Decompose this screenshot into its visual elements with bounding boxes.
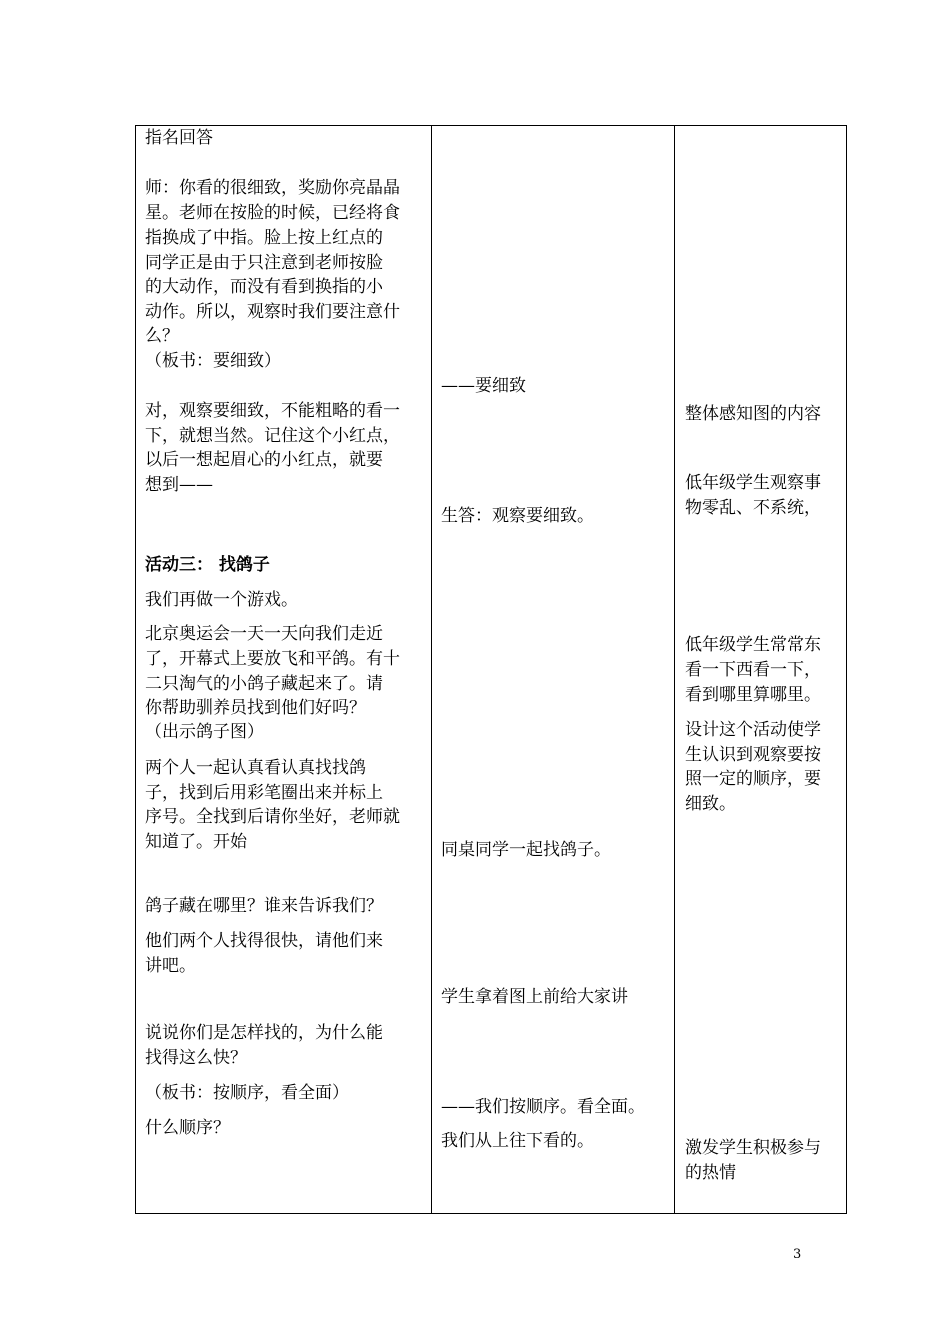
text-line: 看到哪里算哪里。 bbox=[685, 685, 821, 705]
text-line: 学生拿着图上前给大家讲 bbox=[441, 987, 628, 1007]
text-line: 师：你看的很细致，奖励你亮晶晶 bbox=[145, 178, 400, 198]
text-line: 他们两个人找得很快，请他们来 bbox=[145, 931, 383, 951]
text-line: 指换成了中指。脸上按上红点的 bbox=[145, 228, 383, 248]
text-line: 低年级学生常常东 bbox=[685, 635, 821, 655]
text-line: 找得这么快？ bbox=[145, 1048, 247, 1068]
text-line: 我们再做一个游戏。 bbox=[145, 590, 298, 610]
text-line: 二只淘气的小鸽子藏起来了。请 bbox=[145, 674, 383, 694]
text-line: （板书：要细致） bbox=[145, 351, 281, 371]
text-line: 下，就想当然。记住这个小红点， bbox=[145, 426, 400, 446]
text-line: 对，观察要细致，不能粗略的看一 bbox=[145, 401, 400, 421]
text-line: 看一下西看一下， bbox=[685, 660, 821, 680]
text-line: （板书：按顺序，看全面） bbox=[145, 1083, 349, 1103]
text-line: 两个人一起认真看认真找找鸽 bbox=[145, 758, 366, 778]
text-line: 我们从上往下看的。 bbox=[441, 1131, 594, 1151]
text-line: 说说你们是怎样找的，为什么能 bbox=[145, 1023, 383, 1043]
text-line: 的热情 bbox=[685, 1163, 736, 1183]
text-line: 照一定的顺序，要 bbox=[685, 769, 821, 789]
text-line: 你帮助驯养员找到他们好吗？ bbox=[145, 698, 366, 718]
text-line: 整体感知图的内容 bbox=[685, 404, 821, 424]
column-divider bbox=[431, 126, 432, 1213]
text-line: 子，找到后用彩笔圈出来并标上 bbox=[145, 783, 383, 803]
text-line: 动作。所以，观察时我们要注意什 bbox=[145, 302, 400, 322]
text-line: 序号。全找到后请你坐好，老师就 bbox=[145, 807, 400, 827]
text-line: （出示鸽子图） bbox=[145, 722, 264, 742]
text-line: 激发学生积极参与 bbox=[685, 1138, 821, 1158]
text-line: 鸽子藏在哪里？谁来告诉我们？ bbox=[145, 896, 383, 916]
text-line: 细致。 bbox=[685, 794, 736, 814]
text-line: 想到—— bbox=[145, 475, 213, 495]
text-line: 指名回答 bbox=[145, 128, 213, 148]
text-line: 物零乱、不系统， bbox=[685, 498, 821, 518]
text-line: 设计这个活动使学 bbox=[685, 720, 821, 740]
text-line: 生认识到观察要按 bbox=[685, 745, 821, 765]
text-line: 了，开幕式上要放飞和平鸽。有十 bbox=[145, 649, 400, 669]
text-line: 么？ bbox=[145, 326, 179, 346]
page-number: 3 bbox=[793, 1247, 802, 1262]
text-line: 北京奥运会一天一天向我们走近 bbox=[145, 624, 383, 644]
text-line: 同桌同学一起找鸽子。 bbox=[441, 840, 611, 860]
text-line: 生答：观察要细致。 bbox=[441, 506, 594, 526]
text-line: 什么顺序？ bbox=[145, 1118, 230, 1138]
text-line: 低年级学生观察事 bbox=[685, 473, 821, 493]
text-line: ——我们按顺序。看全面。 bbox=[441, 1097, 645, 1117]
text-line: 讲吧。 bbox=[145, 956, 196, 976]
text-line: 的大动作，而没有看到换指的小 bbox=[145, 277, 383, 297]
text-line: 知道了。开始 bbox=[145, 832, 247, 852]
column-divider bbox=[674, 126, 675, 1213]
text-line: 星。老师在按脸的时候，已经将食 bbox=[145, 203, 400, 223]
text-line: 同学正是由于只注意到老师按脸 bbox=[145, 253, 383, 273]
text-line: 以后一想起眉心的小红点，就要 bbox=[145, 450, 383, 470]
activity-heading: 活动三： 找鸽子 bbox=[145, 555, 270, 575]
text-line: ——要细致 bbox=[441, 376, 526, 396]
